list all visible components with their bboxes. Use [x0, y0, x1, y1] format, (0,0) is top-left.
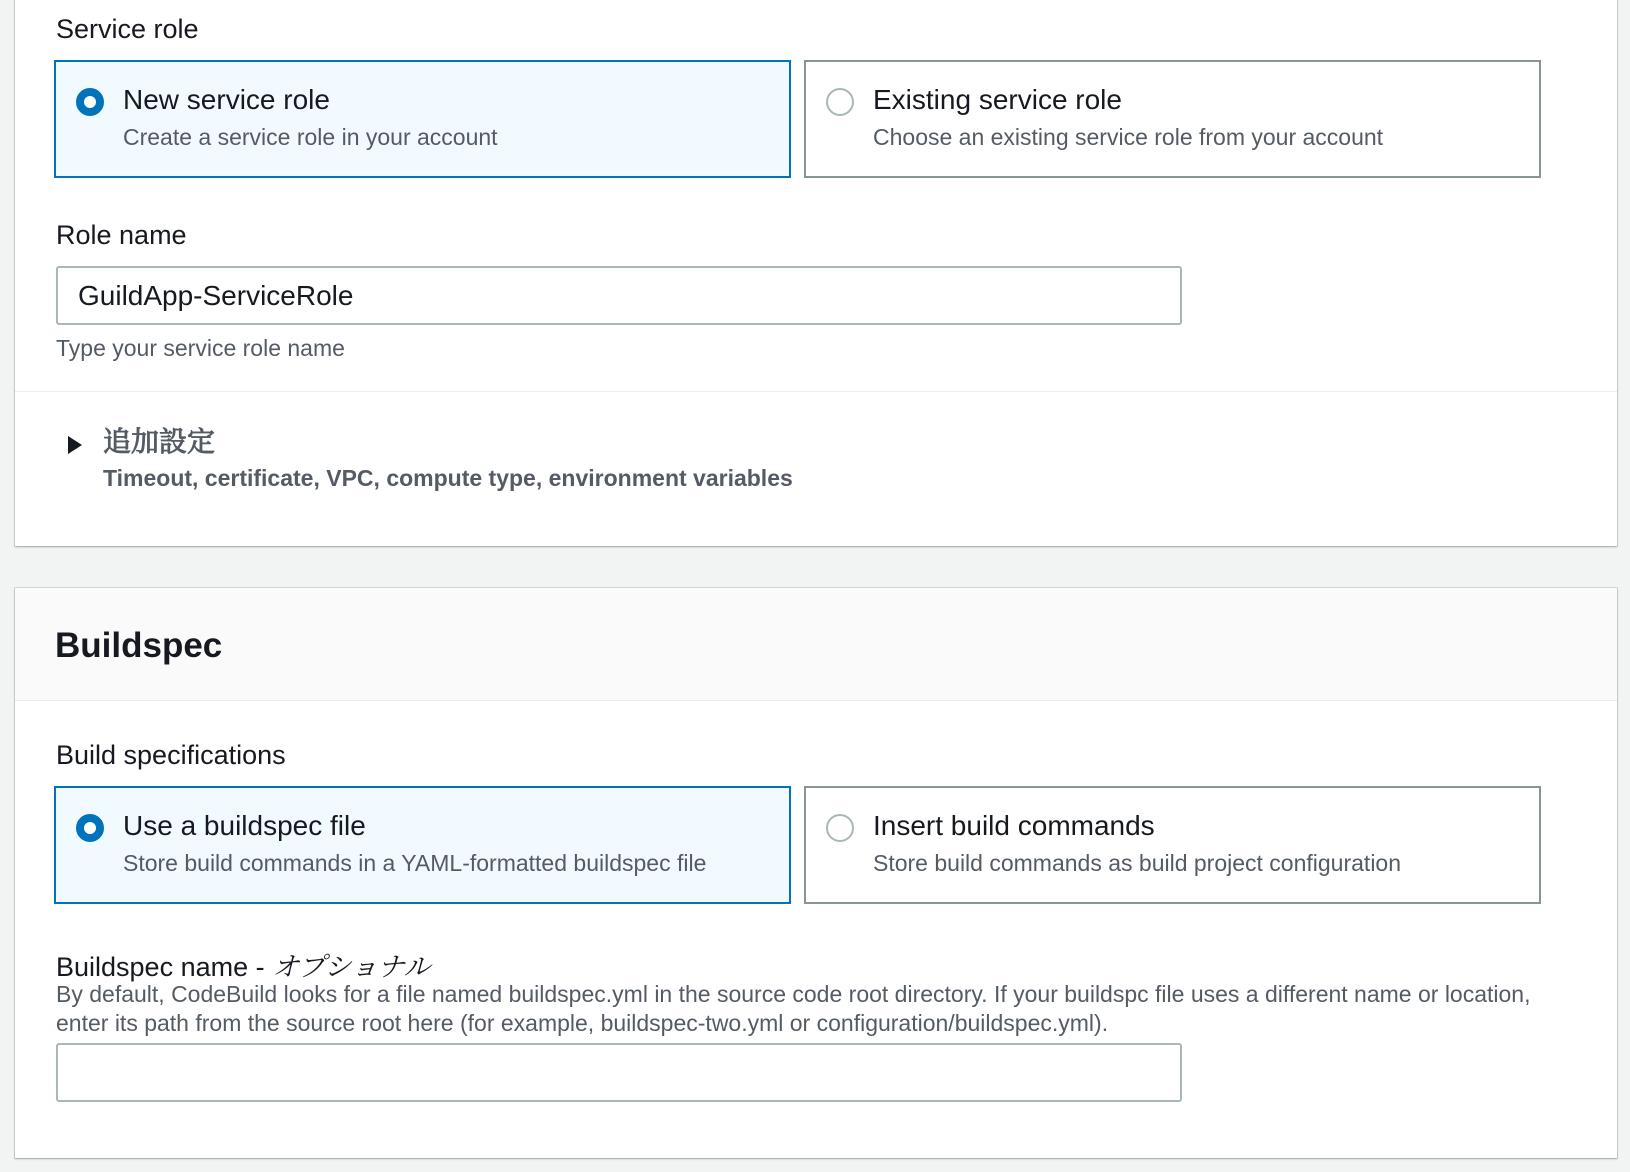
buildspec-name-label-text: Buildspec name - [56, 952, 273, 982]
insert-build-commands-description: Store build commands as build project configuration [873, 850, 1402, 876]
new-service-role-title: New service role [123, 84, 330, 115]
buildspec-name-label [56, 945, 430, 984]
role-name-input[interactable] [56, 266, 1182, 325]
new-service-role-description: Create a service role in your account [123, 124, 498, 150]
additional-settings-title[interactable]: 追加設定 [103, 425, 216, 458]
insert-build-commands-radio[interactable] [826, 814, 854, 842]
optional-tag: オプショナル [272, 952, 431, 982]
section-divider [15, 391, 1617, 392]
new-service-role-radio[interactable] [76, 88, 104, 116]
use-buildspec-file-title: Use a buildspec file [123, 810, 366, 841]
role-name-label: Role name [56, 220, 187, 250]
existing-service-role-description: Choose an existing service role from your account [873, 124, 1384, 150]
build-specifications-label: Build specifications [56, 740, 286, 770]
additional-settings-description: Timeout, certificate, VPC, compute type, environment variables [103, 465, 793, 491]
use-buildspec-file-option[interactable] [54, 786, 791, 904]
existing-service-role-radio[interactable] [826, 88, 854, 116]
role-name-hint: Type your service role name [56, 335, 345, 361]
buildspec-header [15, 588, 1617, 701]
service-role-panel [15, 0, 1617, 546]
existing-service-role-option[interactable] [804, 60, 1541, 178]
insert-build-commands-title: Insert build commands [873, 810, 1155, 841]
buildspec-name-input[interactable] [56, 1043, 1182, 1102]
buildspec-panel [15, 588, 1617, 1158]
buildspec-name-hint: By default, CodeBuild looks for a file named buildspec.yml in the source code root directory. If your buildspc file uses a different name or location, enter its path from the source root here (for example, buildspec-two.yml or configuration/buildspec.yml). [56, 981, 1531, 1036]
insert-build-commands-option[interactable] [804, 786, 1541, 904]
service-role-label: Service role [56, 14, 199, 44]
caret-right-icon[interactable] [68, 436, 82, 454]
use-buildspec-file-description: Store build commands in a YAML-formatted buildspec file [123, 850, 707, 876]
new-service-role-option[interactable] [54, 60, 791, 178]
existing-service-role-title: Existing service role [873, 84, 1122, 115]
buildspec-title: Buildspec [55, 626, 223, 665]
use-buildspec-file-radio[interactable] [76, 814, 104, 842]
